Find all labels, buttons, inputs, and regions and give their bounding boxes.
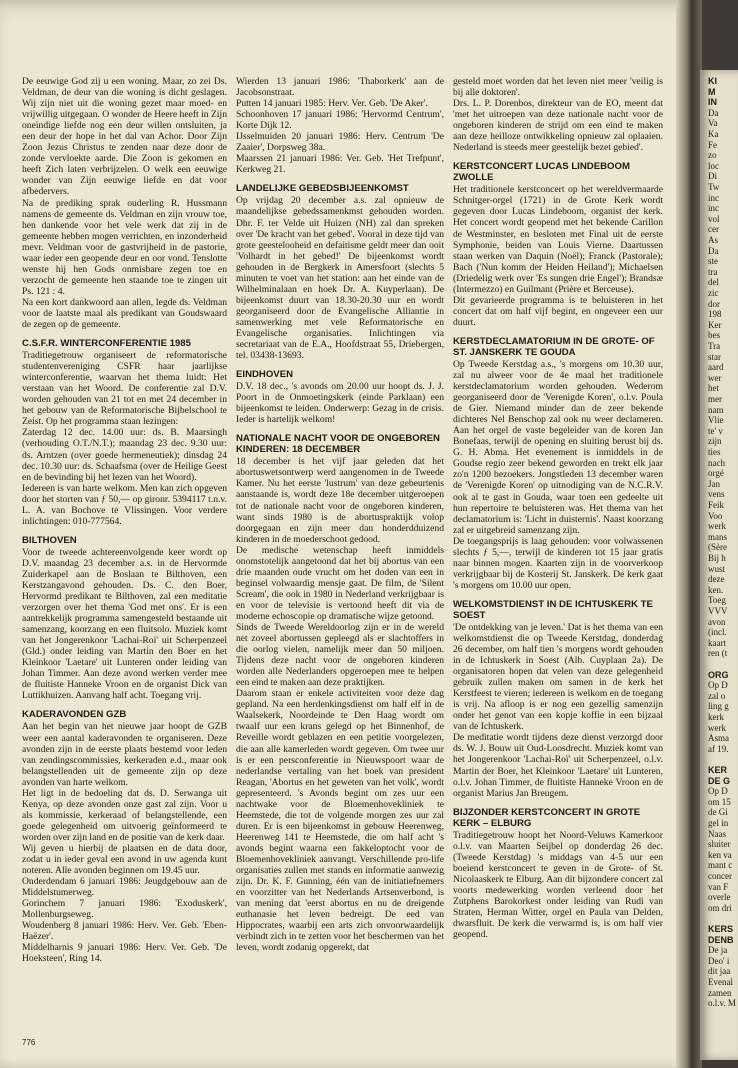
next-page-fragment: ken.: [708, 584, 724, 595]
next-page-fragment: Tra: [708, 341, 721, 351]
column-3: [453, 76, 663, 940]
next-page-edge: [700, 70, 738, 1060]
next-page-fragment: Bij h: [708, 553, 726, 563]
book-binding: [676, 0, 702, 1068]
paragraph: IJsselmuiden 20 januari 1986: Herv. Centrum 'De Zaaier', Dorpsweg 38a.: [236, 131, 444, 154]
paragraph: Voor de tweede achtereenvolgende keer wordt op D.V. maandag 23 december a.s. in de Hervormde Zuiderkapel aan de Boslaan te Bilthoven, een Kerstzangavond gehouden. Ds. C. den Boer, Hervormd predikant te Bilthoven, zal een meditatie verzorgen over het thema 'God met ons'. Er is een aantrekkelijk programma samengesteld bestaande uit samenzang, koorzang en een fluitsolo. Muziek komt van het Jongerenkoor 'Lachai-Roi' uit Scherpenzeel (Gld.) onder leiding van Martin den Boer en het Kleinkoor 'Laetare' uit Lunteren onder leiding van Johan Timmer. Aan deze avond werken verder mee de fluitiste Hanneke Vroon en de organist Dick van Luttikhuizen. Aanvang half acht. Toegang vrij.: [22, 546, 227, 702]
paragraph: Woudenberg 8 januari 1986: Herv. Ver. Geb. 'Eben-Haëzer'.: [22, 920, 227, 943]
paragraph: Gorinchem 7 januari 1986: 'Exoduskerk', Mollenburgseweg.: [22, 898, 227, 921]
section-heading: EINDHOVEN: [236, 369, 294, 381]
next-page-fragment: van F: [708, 881, 729, 892]
page-number: 776: [22, 1038, 36, 1047]
paragraph: D.V. 18 dec., 's avonds om 20.00 uur hoopt ds. J. J. Poort in de Onmoetingskerk (einde Parklaan) een bijeenkomst te leiden. Onderwerp: Gezag in de crisis. Ieder is hartelijk welkom!: [236, 381, 444, 426]
paragraph: Schoonhoven 17 januari 1986: 'Hervormd Centrum', Korte Dijk 12.: [236, 109, 444, 132]
section-heading: NATIONALE NACHT VOOR DE ONGEBOREN KINDEREN: 18 DECEMBER: [236, 433, 440, 456]
next-page-fragment: overle: [708, 892, 731, 903]
next-page-fragment: om 15: [708, 796, 731, 807]
next-page-fragment: VVV: [708, 606, 728, 616]
next-page-fragment: Toeg: [708, 595, 726, 606]
next-page-fragment: Op D: [708, 680, 728, 691]
section-heading: KERSTDECLAMATORIUM IN DE GROTE- OF ST. JANSKERK TE GOUDA: [453, 335, 655, 358]
next-page-fragment: o.l.v. M: [708, 998, 736, 1009]
section-heading: BILTHOVEN: [22, 534, 77, 546]
next-page-fragment: kaart: [708, 637, 726, 648]
paragraph: Wierden 13 januari 1986: 'Thaborkerk' aan de Jacobsonstraat.: [236, 76, 444, 99]
next-page-fragment: vol: [708, 213, 720, 224]
next-page-fragment: dit jaa: [708, 966, 731, 977]
section-heading: C.S.F.R. WINTERCONFERENTIE 1985: [22, 338, 191, 350]
next-page-fragment: Ker: [708, 319, 722, 330]
next-page-fragment: Va: [708, 118, 718, 129]
paragraph: 'De ontdekking van je leven.' Dat is het thema van een welkomstdienst die op Tweede Kerstdag, donderdag 26 december, om half tien 's morgens wordt gehouden in de Ichtuskerk in Soest (Alb. Cuyplaan 2a). De organisatoren hopen dat velen van deze gelegenheid gebruik zullen maken om samen in de kerk het Kerstfeest te vieren; iedereen is welkom en de toegang is vrij. Na afloop is er nog een gezellig samenzijn onder het genot van een kopje koffie in een bijzaal van de Ichtuskerk.: [453, 621, 663, 733]
next-page-fragment: loc: [708, 160, 719, 171]
paragraph: Het traditionele kerstconcert op het wereldvermaarde Schnitger-orgel (1721) in de Grote Kerk wordt gegeven door Lucas Lindeboom, organist der kerk. Het concert wordt geopend met het bekende Carillon de Westminster, en besloten met Final uit de eerste Symphonie, beiden van Louis Vierne. Daartussen staan werken van Daquin (Noël); Franck (Pastorale); Bach ('Nun komm der Heiden Heiland'); Michaelsen (Driedelig werk over 'Es sungen drie Engel'); Brandsæ (Intermezzo) en Guilmant (Prière et Berceuse).: [453, 184, 663, 295]
next-page-fragment: (Sère: [708, 542, 727, 553]
next-page-fragment: KERS: [708, 924, 734, 934]
paragraph: Onderdendam 6 januari 1986: Jeugdgebouw aan de Middelstumerweg.: [22, 876, 227, 899]
paragraph: Daarom staan er enkele activiteiten voor deze dag gepland. Na een herdenkingsdienst om half elf in de Waalsekerk, Noordeinde te Den Haag wordt om twaalf uur een krans gelegd op het Binnenhof, de Reveille wordt geblazen en een petitie voorgelezen, die aan alle kamerleden wordt gegeven. Om twee uur is er een persconferentie in Nieuwspoort waar de nederlandse vertaling van het boek van president Reagan, 'Abortus en het geweten van het volk', wordt gepresenteerd. 's Avonds begint om zes uur een nachtwake voor de Bloemenhovekliniek te Heemstede, die tot de volgende morgen zes uur zal duren. Er is een bijeenkomst in gebouw Heerenweg, Heerenweg 141 te Heemstede, die om half acht 's avonds begint waarna een fakkeloptocht voor de Bloemenhovekliniek aanvangt. Verschillende pro-life organisaties zullen met stands en informatie aanwezig zijn. Dr. K. F. Gunning, één van de initiatiefnemers en voorzitter van het Nederlands Artsenverbond, is van mening dat 'eerst abortus en nu de dreigende euthanasie het leven bedreigt. De eed van Hippocrates, waarbij een arts zich onvoorwaardelijk verbindt zich in te zetten voor het beschermen van het leven, wordt zodanig opgerekt, dat: [236, 688, 444, 954]
next-page-fragment: Deo' i: [708, 955, 730, 966]
next-page-fragment: (incl.: [708, 627, 727, 638]
paragraph: Zaterdag 12 dec. 14.00 uur: ds. B. Maarsingh (verhouding O.T./N.T.); maandag 23 dec. 9.30 uur: ds. Arntzen (over goede hermeneutiek); dinsdag 24 dec. 10.30 uur: ds. Schaafsma (over de Heilige Geest en de bevinding bij het lezen van het Woord).: [22, 427, 227, 483]
next-page-fragment: 198: [708, 309, 722, 320]
next-page-fragment: star: [708, 351, 721, 362]
next-page-fragment: cer: [708, 224, 719, 235]
next-page-fragment: gel in: [708, 818, 729, 828]
next-page-fragment: Vlie: [708, 415, 724, 426]
next-page-fragment: deze: [708, 574, 725, 585]
next-page-fragment: de Gi: [708, 807, 728, 818]
next-page-fragment: vens: [708, 489, 725, 500]
next-page-fragment: Da: [708, 245, 719, 256]
section-heading: KERSTCONCERT LUCAS LINDEBOOM ZWOLLE: [453, 161, 630, 184]
next-page-fragment: As: [708, 235, 719, 245]
paragraph: De eeuwige God zij u een woning. Maar, zo zei Ds. Veldman, de deur van die woning is dicht geslagen. Wij zijn niet uit die woning gezet maar moed- en vrijwillig uitgegaan. O wonder de Heere heeft in Zijn oneindige liefde nog een deur willen ontsluiten, ja een deur der hope in het dal van Achor. Door Zijn Zoon Jezus Christus te zenden naar deze door de zonde vervloekte aarde. Die Zoon is gekomen en heeft Zich laten verbrijzelen. O welk een eeuwige wonder van Zijn eeuwige liefde en dat voor afbedervers.: [22, 76, 227, 198]
paragraph: Drs. L. P. Dorenbos, direkteur van de EO, meent dat 'met het uitroepen van deze nationale nacht voor de ongeboren kinderen de strijd om een eind te maken aan deze heilloze ontwikkeling opnieuw zal oplaaien. Nederland is steeds meer geestelijk bezet gebied'.: [453, 98, 663, 154]
next-page-fragment: ken va: [708, 849, 732, 860]
paragraph: Middelharnis 9 januari 1986: Herv. Ver. Geb. 'De Hoeksteen', Ring 14.: [22, 942, 227, 965]
next-page-fragment: mans: [708, 531, 727, 542]
next-page-fragment: M: [708, 86, 716, 97]
next-page-fragment: ren (t: [708, 648, 728, 659]
next-page-fragment: Da: [708, 107, 719, 118]
next-page-fragment: Voo: [708, 510, 723, 521]
paragraph: Traditiegetrouw hoopt het Noord-Veluws Kamerkoor o.l.v. van Maarten Seijbel op donderdag 26 dec. (Tweede Kerstdag) 's middags van 4-5 uur een boeiend kerstconcert te geven in de Grote- of St. Nicolaaskerk te Elburg. Aan dit bijzondere concert zal voorts medewerking worden verleend door het Zutphens Barokorkest onder leiding van Rudi van Straten, Herman Witter, orgel en Paula van Delden, dwarsfluit. De kerk die verwarmd is, is om half vier geopend.: [453, 829, 663, 941]
next-page-fragment: inc: [708, 192, 719, 203]
paragraph: Op Tweede Kerstdag a.s., 's morgens om 10.30 uur, zal nu alweer voor de 4e maal het traditionele kerstdeclamatorium worden gehouden. Wederom georganiseerd door de 'Verenigde Koren', o.l.v. Poula de Gier. Niemand minder dan de zeer bekende dichteres Nel Benschop zal ook nu weer declameren. Aan het orgel de vaste begeleider van de koren Jan Bonefaas, terwijl de opening en sluiting berust bij ds. G. H. Abma. Het evenement is inmiddels in de Goudse regio zeer bekend geworden en trekt elk jaar zo'n 1200 bezoekers. Jongstleden 13 december waren de 'Verenigde Koren' op uitnodiging van de N.C.R.V. ook al te gast in Gouda, waar toen een gedeelte uit hun repertoire te beluisteren was. Het thema van het declamatorium is: 'Licht in duisternis'. Naast koorzang zal er uitgebreid samenzang zijn.: [453, 358, 663, 536]
next-page-fragment: De ja: [708, 945, 728, 956]
paragraph: De medische wetenschap heeft inmiddels onomstotelijk aangetoond dat het bij abortus van een drie maanden oude vrucht om het doden van een in beginsel volwaardig mensje gaat. De film, de 'Silent Scream', die ook in 1980 in Nederland verkrijgbaar is en voor de televisie is vertoond heeft dit via de moderne echoscopie op dramatische wijze getoond.: [236, 544, 444, 622]
next-page-fragment: af 19.: [708, 743, 729, 754]
paragraph: De meditatie wordt tijdens deze dienst verzorgd door ds. W. J. Bouw uit Oud-Loosdrecht. Muziek komt van het Jongerenkoor 'Lachai-Roï' uit Scherpenzeel, o.l.v. Martin der Boer, het Kleinkoor 'Laetare' uit Lunteren, o.l.v. Johan Timmer, de fluitiste Hanneke Vroon en de organist Marius Jan Breugem.: [453, 732, 663, 799]
next-page-fragment: zijn: [708, 436, 722, 447]
next-page-fragment: bes: [708, 330, 720, 341]
section-heading: LANDELIJKE GEBEDSBIJEENKOMST: [236, 183, 409, 195]
paragraph: Na een kort dankwoord aan allen, legde ds. Veldman voor de laatste maal als predikant van Goudswaard de zegen op de gemeente.: [22, 296, 227, 331]
paragraph: Traditiegetrouw organiseert de reformatorische studentenvereniging CSFR haar jaarlijkse winterconferentie, waarvan het thema luidt: Het verstaan van het Woord. De conferentie zal D.V. worden gehouden van 21 tot en met 24 december in het gebouw van de Reformatorische Bijbelschool te Zeist. Op het programma staan lezingen:: [22, 350, 227, 428]
next-page-fragment: mant c: [708, 860, 733, 871]
next-page-fragment: DE G: [708, 775, 731, 786]
next-page-fragment: concer: [708, 871, 732, 881]
next-page-fragment: KER: [708, 765, 728, 775]
paragraph: Na de prediking sprak ouderling R. Hussmann namens de gemeente ds. Veldman en zijn vrouw toe, hen dankende voor het vele werk dat zij in de gemeente hebben mogen verrichten, en inzonderheid mevr. Veldman voor de gastvrijheid in de pastorie, waar ieder een geopende deur en oor vond. Tenslotte wenste hij hen Gods onmisbare zegen toe en verzocht de gemeente hen staande toe te zingen uit Ps. 121 : 4.: [22, 197, 227, 297]
paragraph: Aan het begin van het nieuwe jaar hoopt de GZB weer een aantal kaderavonden te organiseren. Deze avonden zijn in de eerste plaats bestemd voor leden van zendingscommissies, kerkeraden e.d., maar ook belangstellenden uit de gemeente zijn op deze avonden van harte welkom.: [22, 721, 227, 788]
paragraph: Op vrijdag 20 december a.s. zal opnieuw de maandelijkse gebedssamenkmst gehouden worden. Dhr. F. ter Velde uit Huizen (NH) zal dan spreken over 'De kracht van het gebed'. Vooral in deze tijd van grote geestelooheid en defaitisme geldt meer dan ooit 'Volhardt in het gebed!' De bijeenkomst wordt gehouden in de Bergkerk in Amersfoort (slechts 5 minuten te voet van het station: aan het einde van de Wilhelminalaan en hoek Dr. A. Kuyperlaan). De bijeenkomst duurt van 18.30-20.30 uur en wordt georganiseerd door de Evangelische Alliantie in samenwerking met vele Reformatorische en Evangelische organisaties. Inlichtingen via secretariaat van de E.A., Hoofdstraat 55, Driebergen, tel. 03438-13693.: [236, 195, 444, 362]
next-page-fragment: aard: [708, 362, 724, 373]
next-page-fragment: dor: [708, 298, 720, 309]
paragraph: Maarssen 21 januari 1986: Ver. Geb. 'Het Trefpunt', Kerkweg 21.: [236, 153, 444, 176]
next-page-fragment: Di: [708, 171, 717, 182]
paragraph: Wij geven u hierbij de plaatsen en de data door, zodat u in ieder geval een avond in uw agenda kunt noteren. Alle avonden beginnen om 19.45 uur.: [22, 843, 227, 877]
paragraph: gesteld moet worden dat het leven niet meer 'veilig is bij alle doktoren'.: [453, 76, 663, 99]
next-page-fragment: Evenal: [708, 977, 733, 987]
next-page-fragment: Fe: [708, 139, 717, 150]
next-page-fragment: DENB: [708, 934, 734, 945]
paragraph: Dit gevarieerde programma is te beluisteren in het concert dat om half vijf begint, en ongeveer een uur duurt.: [453, 294, 663, 328]
next-page-fragment: avon: [708, 616, 726, 627]
section-heading: WELKOMSTDIENST IN DE ICHTUSKERK TE SOEST: [453, 598, 653, 621]
next-page-fragment: Ka: [708, 129, 719, 139]
column-1: [22, 76, 227, 965]
section-heading: BIJZONDER KERSTCONCERT IN GROTE KERK – ELBURG: [453, 806, 641, 829]
next-page-fragment: ORG: [708, 669, 729, 680]
next-page-fragment: Asma: [708, 733, 729, 744]
next-page-fragment: zic: [708, 288, 719, 298]
next-page-fragment: zo: [708, 150, 717, 161]
paragraph: Iedereen is van harte welkom. Men kan zich opgeven door het storten van ƒ 50,— op gironr. 5394117 t.n.v. L. A. van Bochove te Vlissingen. Voor verdere inlichtingen: 010-777564.: [22, 482, 227, 527]
next-page-fragment: werk: [708, 722, 726, 733]
column-2: [236, 76, 444, 953]
next-page-fragment: Jan: [708, 478, 720, 489]
next-page-fragment: werk: [708, 521, 726, 532]
next-page-fragment: wust: [708, 563, 726, 574]
next-page-fragment: ties: [708, 447, 721, 457]
next-page-fragment: het: [708, 383, 719, 394]
next-page-fragment: ste: [708, 256, 718, 267]
next-page-fragment: zal o: [708, 690, 726, 701]
next-page-fragment: ling g: [708, 701, 729, 712]
next-page-fragment: mer: [708, 394, 722, 404]
paragraph: Putten 14 januari 1985: Herv. Ver. Geb. 'De Aker'.: [236, 98, 428, 110]
paragraph: Het ligt in de bedoeling dat ds. D. Serwanga uit Kenya, op deze avonden onze gast zal zijn. Voor u als kommissie, kerkeraad of belangstellende, een goede gelegenheid om uitvoerig geïnformeerd te worden over zijn land en de positie van de kerk daar.: [22, 787, 227, 843]
next-page-fragment: te' v: [708, 425, 723, 436]
next-page-fragment: inc: [708, 203, 719, 214]
next-page-fragment: tra: [708, 266, 718, 277]
next-page-fragment: nam: [708, 404, 724, 415]
section-heading: KADERAVONDEN GZB: [22, 709, 127, 721]
paragraph: Sinds de Tweede Wereldoorlog zijn er in de wereld net zoveel abortussen gepleegd als er slachtoffers in die oorlog vielen, namelijk meer dan 50 miljoen. Tijdens deze nacht voor de ongeboren kinderen worden alle Nederlanders opgeroepen mee te helpen een eind te maken aan deze praktijken.: [236, 622, 444, 689]
next-page-fragment: Naas: [708, 828, 726, 839]
next-page-fragment: Tw: [708, 182, 720, 192]
next-page-fragment: Feik: [708, 500, 725, 510]
next-page-fragment: KI: [708, 76, 717, 86]
next-page-fragment: Op D: [708, 786, 728, 797]
next-page-fragment: IN: [708, 97, 717, 108]
next-page-fragment: om dri: [708, 902, 732, 913]
next-page-fragment: wer: [708, 372, 722, 383]
paragraph: 18 december is het vijf jaar geleden dat het abortuswetsontwerp werd aangenomen in de Tweede Kamer. Nu het eerste 'lustrum' van deze gebeurtenis aanstaande is, wordt deze 18e december uitgeroepen tot de nationale nacht voor de ongeboren kinderen, want sinds 1980 is de abortuspraktijk volop doorgegaan en zijn meer dan honderdduizend kinderen in de moederschoot gedood.: [236, 456, 444, 545]
next-page-fragment: orgé: [708, 468, 724, 479]
next-page-fragment: zamen: [708, 987, 732, 998]
next-page-fragment: nach: [708, 457, 725, 468]
paragraph: De toegangsprijs is laag gehouden: voor volwassenen slechts ƒ 5,—, terwijl de kinderen tot 15 jaar gratis naar binnen mogen. Kaarten zijn in de voorverkoop verkrijgbaar bij de Kosterij St. Janskerk. De kerk gaat 's morgens om 10.00 uur open.: [453, 535, 663, 591]
next-page-fragment: kerk: [708, 712, 724, 722]
next-page-fragment: del: [708, 277, 719, 288]
next-page-fragment: sluiter: [708, 839, 731, 850]
